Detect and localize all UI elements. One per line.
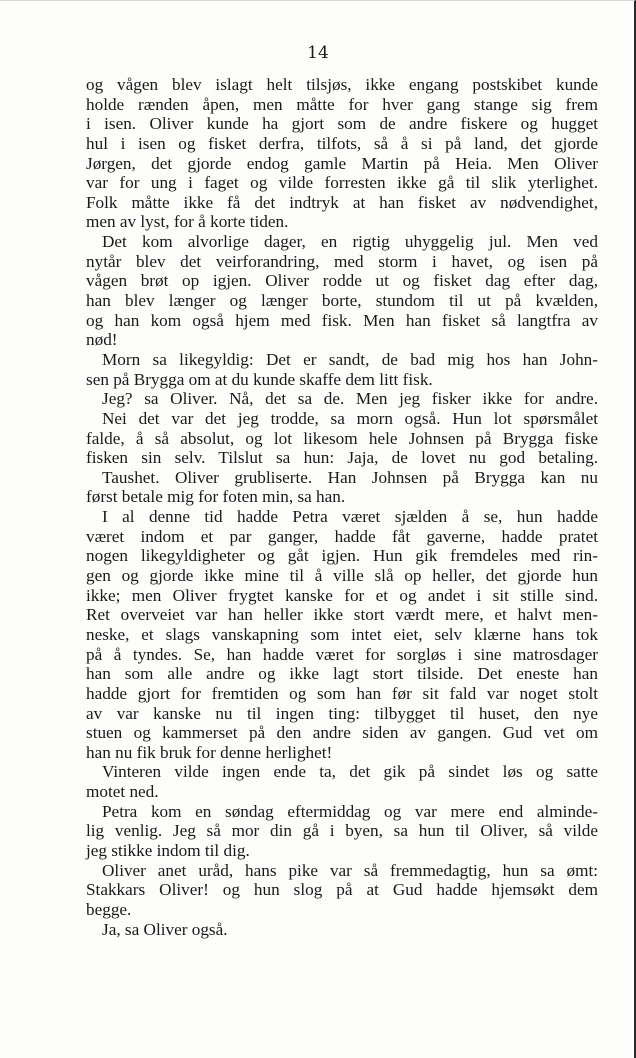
text-line: Nei det var det jeg trodde, sa morn også. Hun lot spørsmålet: [102, 408, 598, 428]
text-line: og han kom også hjem med fisk. Men han fisket så langtfra av: [86, 310, 598, 330]
text-line: først betale mig for foten min, sa han.: [86, 487, 346, 507]
text-line: fisken sin selv. Tilslut sa hun: Jaja, de lovet nu god betaling.: [86, 448, 598, 468]
text-line: sen på Brygga om at du kunde skaffe dem litt fisk.: [86, 369, 433, 389]
text-line: nød!: [86, 330, 118, 350]
text-line: været indom et par ganger, hadde fåt gaverne, hadde pratet: [86, 526, 598, 546]
text-line: holde rænden åpen, men måtte for hver gang stange sig frem: [86, 94, 598, 114]
text-line: hadde gjort for fremtiden og som han før sit fald var noget stolt: [86, 683, 598, 703]
text-line: hul i isen og fisket derfra, tilfots, så å si på land, det gjorde: [86, 133, 598, 153]
text-line: I al denne tid hadde Petra været sjælden å se, hun hadde: [102, 507, 598, 527]
text-line: Ja, sa Oliver også.: [102, 919, 228, 939]
text-line: han blev længer og længer borte, stundom til ut på kvælden,: [86, 291, 598, 311]
text-line: men av lyst, for å korte tiden.: [86, 212, 289, 232]
body-text: [86, 75, 598, 939]
text-line: Taushet. Oliver grubliserte. Han Johnsen på Brygga kan nu: [102, 467, 598, 487]
text-line: på å tyndes. Se, han hadde været for sorgløs i sine matrosdager: [86, 644, 598, 664]
text-line: og vågen blev islagt helt tilsjøs, ikke engang postskibet kunde: [86, 75, 598, 94]
text-line: nogen likegyldigheter og gåt igjen. Hun gik fremdeles med rin-: [86, 546, 598, 566]
text-line: Ret overveiet var han heller ikke stort værdt mere, et halvt men-: [86, 605, 598, 625]
text-line: jeg stikke indom til dig.: [86, 840, 250, 860]
text-line: Petra kom en søndag eftermiddag og var mere end alminde-: [102, 801, 598, 821]
text-line: han nu fik bruk for denne herlighet!: [86, 742, 333, 762]
text-line: i isen. Oliver kunde ha gjort som de andre fiskere og hugget: [86, 114, 598, 134]
text-line: vågen brøt op igjen. Oliver rodde ut og fisket dag efter dag,: [86, 271, 598, 291]
text-line: stuen og kammerset på den andre siden av gangen. Gud vet om: [86, 723, 598, 743]
text-line: Vinteren vilde ingen ende ta, det gik på sindet løs og satte: [102, 762, 598, 782]
text-line: var for ung i faget og vilde forresten ikke gå til slik yterlighet.: [86, 173, 598, 193]
text-line: ikke; men Oliver frygtet kanske for et og andet i sit stille sind.: [86, 585, 598, 605]
text-line: Jørgen, det gjorde endog gamle Martin på Heia. Men Oliver: [86, 153, 598, 173]
text-line: Oliver anet uråd, hans pike var så fremmedagtig, hun sa ømt:: [102, 860, 598, 880]
text-line: Folk måtte ikke få det indtryk at han fisket av nødvendighet,: [86, 192, 598, 212]
text-line: Jeg? sa Oliver. Nå, det sa de. Men jeg fisker ikke for andre.: [102, 389, 598, 409]
text-line: motet ned.: [86, 782, 159, 802]
text-line: gen og gjorde ikke mine til å ville slå op heller, det gjorde hun: [86, 566, 598, 586]
text-line: Det kom alvorlige dager, en rigtig uhyggelig jul. Men ved: [102, 232, 598, 252]
text-line: Morn sa likegyldig: Det er sandt, de bad mig hos han John-: [102, 349, 598, 369]
text-line: falde, å så absolut, og lot likesom hele Johnsen på Brygga fiske: [86, 428, 598, 448]
text-line: begge.: [86, 899, 132, 919]
text-line: nytår blev det veirforandring, med storm i havet, og isen på: [86, 251, 598, 271]
page-number: 14: [307, 43, 329, 63]
text-line: Stakkars Oliver! og hun slog på at Gud hadde hjemsøkt dem: [86, 880, 598, 900]
text-line: han som alle andre og ikke lagt stort tilside. Det eneste han: [86, 664, 598, 684]
text-line: lig venlig. Jeg så mor din gå i byen, sa hun til Oliver, så vilde: [86, 821, 598, 841]
text-line: neske, et slags vanskapning som intet eiet, selv klærne hans tok: [86, 624, 598, 644]
text-line: av var kanske nu til ingen ting: tilbygget til huset, den nye: [86, 703, 598, 723]
